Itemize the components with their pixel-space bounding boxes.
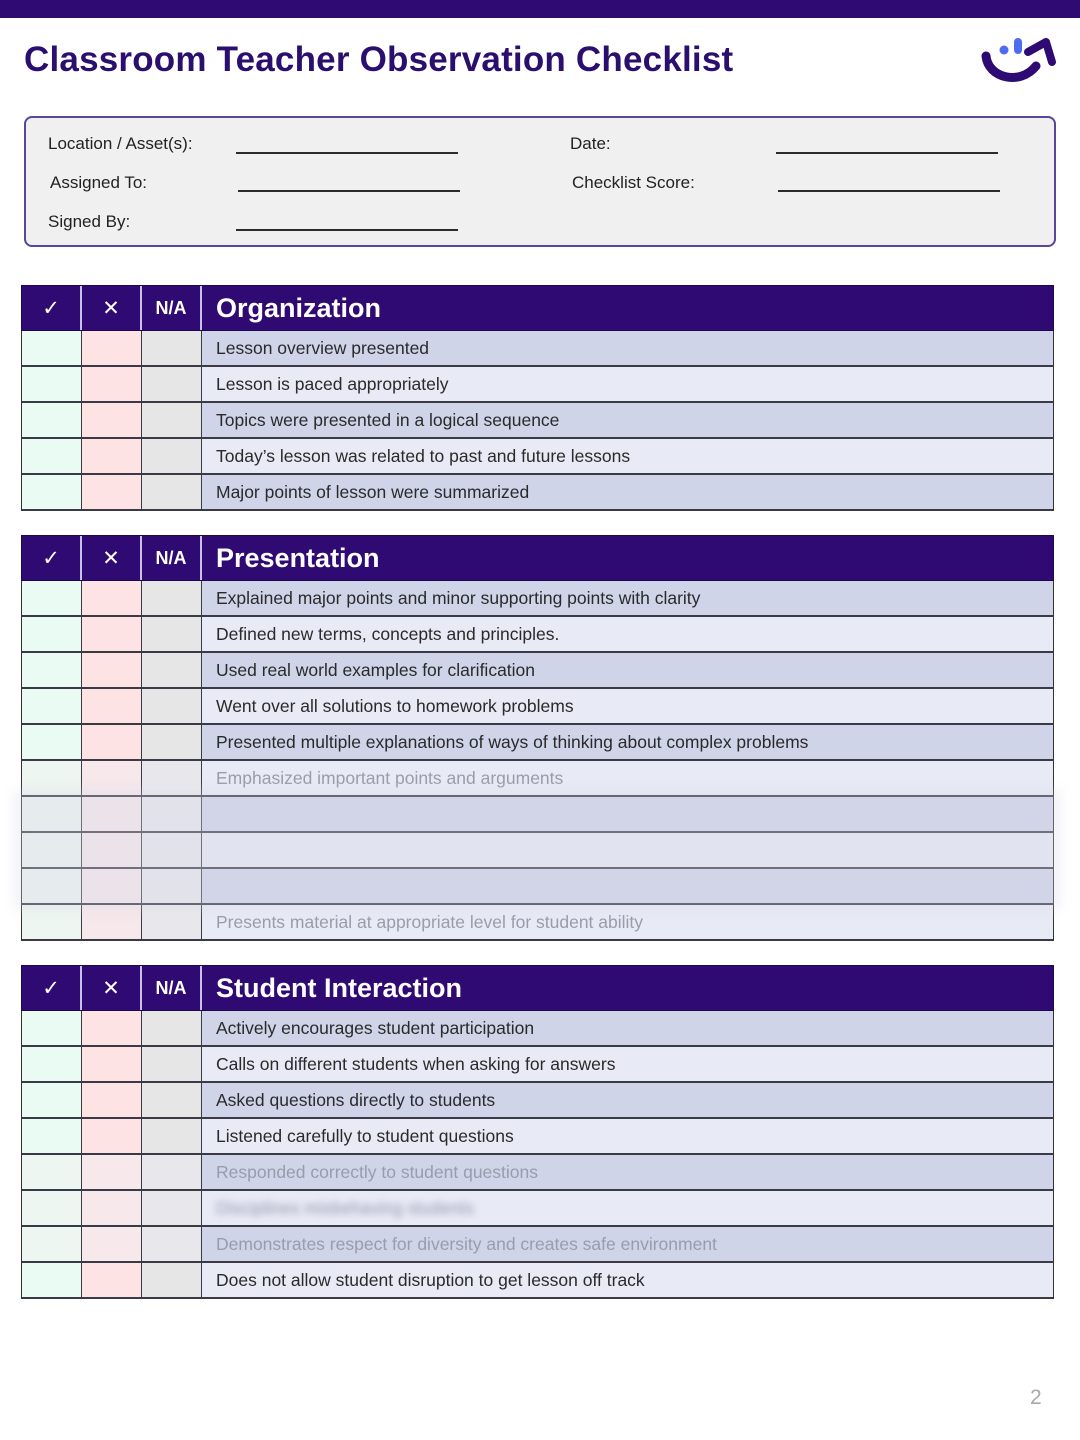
checklist-row: [21, 653, 1054, 689]
checklist-row: [21, 475, 1054, 511]
item-label: [202, 833, 1053, 867]
checklist-row: [21, 1011, 1054, 1047]
no-checkbox[interactable]: [82, 439, 142, 473]
checklist-row: [21, 1083, 1054, 1119]
item-label: Calls on different students when asking for answers: [202, 1047, 1053, 1081]
item-label: Listened carefully to student questions: [202, 1119, 1053, 1153]
checklist-row: [21, 403, 1054, 439]
cross-column-header: ✕: [82, 966, 142, 1010]
item-label: Lesson is paced appropriately: [202, 367, 1053, 401]
date-field[interactable]: [776, 152, 998, 154]
yes-checkbox[interactable]: [22, 797, 82, 831]
no-checkbox[interactable]: [82, 761, 142, 795]
smile-arrow-logo-icon: [976, 30, 1062, 88]
checklist-row: [21, 761, 1054, 797]
item-label: Defined new terms, concepts and principles.: [202, 617, 1053, 651]
location-label: Location / Asset(s):: [48, 134, 193, 153]
na-checkbox[interactable]: [142, 833, 202, 867]
yes-checkbox[interactable]: [22, 403, 82, 437]
na-checkbox[interactable]: [142, 725, 202, 759]
date-label: Date:: [570, 134, 611, 153]
top-accent-bar: [0, 0, 1080, 18]
na-checkbox[interactable]: [142, 1155, 202, 1189]
no-checkbox[interactable]: [82, 617, 142, 651]
no-checkbox[interactable]: [82, 725, 142, 759]
location-field[interactable]: [236, 152, 458, 154]
item-label: Actively encourages student participation: [202, 1011, 1053, 1045]
no-checkbox[interactable]: [82, 403, 142, 437]
na-checkbox[interactable]: [142, 1047, 202, 1081]
checklist-row: [21, 689, 1054, 725]
no-checkbox[interactable]: [82, 869, 142, 903]
na-checkbox[interactable]: [142, 581, 202, 615]
cross-column-header: ✕: [82, 536, 142, 580]
yes-checkbox[interactable]: [22, 725, 82, 759]
na-checkbox[interactable]: [142, 797, 202, 831]
item-label: Demonstrates respect for diversity and creates safe environment: [202, 1227, 1053, 1261]
checklist-row: [21, 1047, 1054, 1083]
item-label: Topics were presented in a logical sequence: [202, 403, 1053, 437]
yes-checkbox[interactable]: [22, 439, 82, 473]
section-title: Presentation: [216, 542, 380, 573]
yes-checkbox[interactable]: [22, 1191, 82, 1225]
item-label: [202, 869, 1053, 903]
no-checkbox[interactable]: [82, 1011, 142, 1045]
yes-checkbox[interactable]: [22, 1011, 82, 1045]
section-header: [21, 965, 1054, 1011]
checklist-row: [21, 581, 1054, 617]
na-checkbox[interactable]: [142, 475, 202, 509]
checklist-row-blurred: [21, 833, 1054, 869]
na-checkbox[interactable]: [142, 439, 202, 473]
na-checkbox[interactable]: [142, 689, 202, 723]
item-label: Explained major points and minor supporting points with clarity: [202, 581, 1053, 615]
yes-checkbox[interactable]: [22, 833, 82, 867]
section-title: Organization: [216, 292, 382, 323]
yes-checkbox[interactable]: [22, 761, 82, 795]
signed-by-field[interactable]: [236, 229, 458, 231]
item-label: Asked questions directly to students: [202, 1083, 1053, 1117]
assigned-to-field[interactable]: [238, 190, 460, 192]
yes-checkbox[interactable]: [22, 1047, 82, 1081]
checklist-row: [21, 1155, 1054, 1191]
yes-checkbox[interactable]: [22, 1155, 82, 1189]
no-checkbox[interactable]: [82, 1047, 142, 1081]
item-label: Went over all solutions to homework problems: [202, 689, 1053, 723]
checklist-presentation: [21, 535, 1054, 941]
yes-checkbox[interactable]: [22, 653, 82, 687]
check-column-header: ✓: [22, 286, 82, 330]
na-checkbox[interactable]: [142, 1191, 202, 1225]
checklist-row: [21, 439, 1054, 475]
checklist-row-blurred: [21, 1191, 1054, 1227]
yes-checkbox[interactable]: [22, 869, 82, 903]
item-label: Presented multiple explanations of ways of thinking about complex problems: [202, 725, 1053, 759]
na-checkbox[interactable]: [142, 367, 202, 401]
check-column-header: ✓: [22, 966, 82, 1010]
checklist-row: [21, 617, 1054, 653]
yes-checkbox[interactable]: [22, 1119, 82, 1153]
yes-checkbox[interactable]: [22, 905, 82, 939]
checklist-student-interaction: [21, 965, 1054, 1299]
na-checkbox[interactable]: [142, 1011, 202, 1045]
checklist-row-blurred: [21, 797, 1054, 833]
checklist-row: [21, 1263, 1054, 1299]
na-checkbox[interactable]: [142, 905, 202, 939]
no-checkbox[interactable]: [82, 367, 142, 401]
item-label: Today’s lesson was related to past and future lessons: [202, 439, 1053, 473]
yes-checkbox[interactable]: [22, 1263, 82, 1297]
cross-column-header: ✕: [82, 286, 142, 330]
yes-checkbox[interactable]: [22, 617, 82, 651]
no-checkbox[interactable]: [82, 833, 142, 867]
checklist-row: [21, 1119, 1054, 1155]
yes-checkbox[interactable]: [22, 475, 82, 509]
checklist-row: [21, 331, 1054, 367]
assigned-to-label: Assigned To:: [50, 173, 148, 192]
checklist-row-blurred: [21, 869, 1054, 905]
na-checkbox[interactable]: [142, 761, 202, 795]
item-label: Responded correctly to student questions: [202, 1155, 1053, 1189]
checklist-row: [21, 725, 1054, 761]
no-checkbox[interactable]: [82, 1227, 142, 1261]
no-checkbox[interactable]: [82, 653, 142, 687]
checklist-row: [21, 367, 1054, 403]
no-checkbox[interactable]: [82, 1119, 142, 1153]
item-label: Presents material at appropriate level for student ability: [202, 905, 1053, 939]
yes-checkbox[interactable]: [22, 1227, 82, 1261]
no-checkbox[interactable]: [82, 475, 142, 509]
no-checkbox[interactable]: [82, 1083, 142, 1117]
no-checkbox[interactable]: [82, 689, 142, 723]
signed-by-label: Signed By:: [48, 212, 131, 231]
checklist-row: [21, 905, 1054, 941]
na-checkbox[interactable]: [142, 1227, 202, 1261]
no-checkbox[interactable]: [82, 1263, 142, 1297]
item-label: Emphasized important points and arguments: [202, 761, 1053, 795]
check-column-header: ✓: [22, 536, 82, 580]
na-checkbox[interactable]: [142, 617, 202, 651]
section-header: [21, 285, 1054, 331]
yes-checkbox[interactable]: [22, 581, 82, 615]
na-checkbox[interactable]: [142, 1083, 202, 1117]
section-header: [21, 535, 1054, 581]
no-checkbox[interactable]: [82, 905, 142, 939]
item-label: Disciplines misbehaving students: [202, 1191, 1053, 1225]
checklist-score-field[interactable]: [778, 190, 1000, 192]
yes-checkbox[interactable]: [22, 689, 82, 723]
section-title: Student Interaction: [216, 972, 463, 1003]
checklist-row: [21, 1227, 1054, 1263]
item-label: Major points of lesson were summarized: [202, 475, 1053, 509]
checklist-score-label: Checklist Score:: [572, 173, 695, 192]
no-checkbox[interactable]: [82, 1155, 142, 1189]
no-checkbox[interactable]: [82, 1191, 142, 1225]
na-checkbox[interactable]: [142, 653, 202, 687]
item-label: Used real world examples for clarification: [202, 653, 1053, 687]
yes-checkbox[interactable]: [22, 1083, 82, 1117]
yes-checkbox[interactable]: [22, 331, 82, 365]
item-label: Does not allow student disruption to get lesson off track: [202, 1263, 1053, 1297]
no-checkbox[interactable]: [82, 331, 142, 365]
na-checkbox[interactable]: [142, 1119, 202, 1153]
page-title: Classroom Teacher Observation Checklist: [24, 40, 734, 79]
na-checkbox[interactable]: [142, 403, 202, 437]
checklist-organization: [21, 285, 1054, 511]
no-checkbox[interactable]: [82, 797, 142, 831]
na-checkbox[interactable]: [142, 331, 202, 365]
na-column-header: N/A: [142, 966, 202, 1010]
no-checkbox[interactable]: [82, 581, 142, 615]
item-label: Lesson overview presented: [202, 331, 1053, 365]
page-number: 2: [1030, 1386, 1042, 1409]
info-box: [24, 116, 1056, 247]
na-column-header: N/A: [142, 536, 202, 580]
yes-checkbox[interactable]: [22, 367, 82, 401]
item-label: [202, 797, 1053, 831]
na-checkbox[interactable]: [142, 869, 202, 903]
na-checkbox[interactable]: [142, 1263, 202, 1297]
na-column-header: N/A: [142, 286, 202, 330]
